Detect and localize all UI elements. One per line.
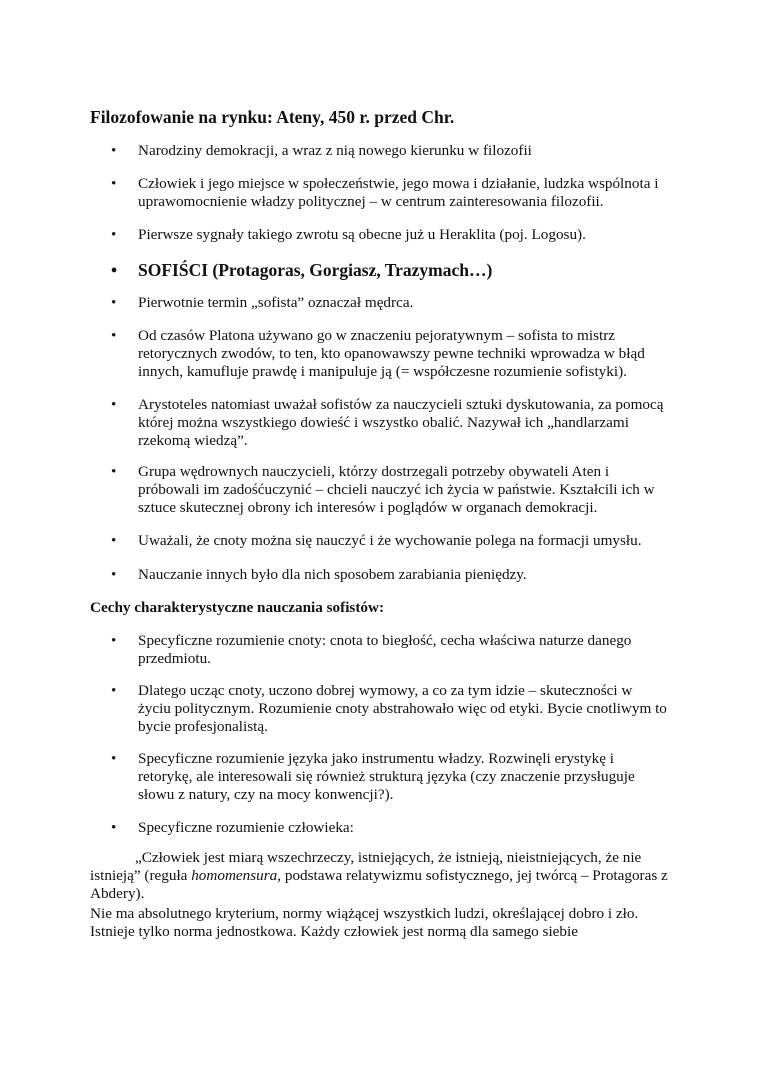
bullet-icon: • — [111, 294, 117, 311]
bullet-icon: • — [111, 532, 117, 549]
closing-paragraph: Istnieje tylko norma jednostkowa. Każdy człowiek jest normą dla samego siebie — [90, 923, 578, 940]
list-item-text: Od czasów Platona używano go w znaczeniu pejoratywnym – sofista to mistrz retorycznych zwodów, to ten, kto opanowawszy pewne techniki wprowadza w błąd innych, kamufluje prawdę i manipuluje ją (= współczesne rozumienie sofistyki). — [138, 327, 645, 381]
list-item-text: Uważali, że cnoty można się nauczyć i że wychowanie polega na formacji umysłu. — [138, 532, 642, 549]
list-item — [111, 327, 667, 381]
list-item — [111, 566, 667, 584]
section-subheading: Cechy charakterystyczne nauczania sofistów: — [90, 599, 384, 616]
bullet-icon: • — [111, 327, 117, 344]
list-item-text: Dlatego ucząc cnoty, uczono dobrej wymowy, a co za tym idzie – skuteczności w życiu politycznym. Rozumienie cnoty abstrahowało więc od etyki. Bycie cnotliwym to bycie profesjonalistą. — [138, 682, 667, 736]
quote-text: , podstawa relatywizmu sofistycznego, jej twórcą – Protagoras z Abdery). — [90, 867, 668, 903]
list-item-text: Człowiek i jego miejsce w społeczeństwie, jego mowa i działanie, ludzka wspólnota i uprawomocnienie władzy politycznej – w centrum zainteresowania filozofii. — [138, 175, 659, 211]
bullet-icon: • — [111, 142, 117, 159]
list-item-heading — [111, 260, 667, 281]
bullet-icon: • — [111, 750, 117, 767]
bullet-icon: • — [111, 260, 118, 280]
list-item-text: Specyficzne rozumienie cnoty: cnota to biegłość, cecha właściwa naturze danego przedmiotu. — [138, 632, 632, 668]
bullet-icon: • — [111, 682, 117, 699]
page-title: Filozofowanie na rynku: Ateny, 450 r. przed Chr. — [90, 107, 455, 127]
list-item-text: Nauczanie innych było dla nich sposobem zarabiania pieniędzy. — [138, 566, 527, 583]
bullet-icon: • — [111, 175, 117, 192]
list-item-text: Pierwotnie termin „sofista” oznaczał mędrca. — [138, 294, 414, 311]
bullet-icon: • — [111, 396, 117, 413]
protagoras-quote — [90, 849, 670, 903]
list-item — [111, 463, 667, 517]
quote-text: istnieją” (reguła — [90, 867, 192, 885]
list-item-text: Narodziny demokracji, a wraz z nią nowego kierunku w filozofii — [138, 142, 532, 159]
list-item — [111, 682, 667, 736]
list-item — [111, 750, 667, 804]
quote-italic-term: homomensura — [191, 867, 278, 885]
bullet-icon: • — [111, 632, 117, 649]
bullet-icon: • — [111, 819, 117, 836]
list-item — [111, 396, 667, 450]
list-item-text: SOFIŚCI (Protagoras, Gorgiasz, Trazymach…) — [138, 260, 493, 280]
list-item — [111, 175, 667, 211]
list-item-text: Arystoteles natomiast uważał sofistów za nauczycieli sztuki dyskutowania, za pomocą której można wszystkiego dowieść i wszystko obalić. Nazywał ich „handlarzami rzekomą wiedzą”. — [138, 396, 664, 450]
list-item — [111, 294, 667, 312]
list-item — [111, 226, 667, 244]
list-item-text: Grupa wędrownych nauczycieli, którzy dostrzegali potrzeby obywateli Aten i próbowali im zadośćuczynić – chcieli nauczyć ich życia w państwie. Kształcili ich w sztuce skutecznej obrony ich interesów i poglądów w organach demokracji. — [138, 463, 655, 517]
quote-continuation — [90, 867, 670, 903]
bullet-icon: • — [111, 566, 117, 583]
bullet-icon: • — [111, 463, 117, 480]
list-item — [111, 142, 667, 160]
bullet-icon: • — [111, 226, 117, 243]
quote-line: „Człowiek jest miarą wszechrzeczy, istniejących, że istnieją, nieistniejących, że nie — [135, 849, 642, 866]
list-item-text: Pierwsze sygnały takiego zwrotu są obecne już u Heraklita (poj. Logosu). — [138, 226, 586, 243]
closing-paragraph: Nie ma absolutnego kryterium, normy wiążącej wszystkich ludzi, określającej dobro i zło. — [90, 905, 639, 922]
list-item-text: Specyficzne rozumienie człowieka: — [138, 819, 354, 836]
list-item-text: Specyficzne rozumienie języka jako instrumentu władzy. Rozwinęli erystykę i retorykę, ale interesowali się również strukturą języka (czy znaczenie przysługuje słowu z natury, czy na mocy konwencji?). — [138, 750, 635, 804]
list-item — [111, 532, 667, 550]
list-item — [111, 632, 667, 668]
list-item — [111, 819, 667, 837]
